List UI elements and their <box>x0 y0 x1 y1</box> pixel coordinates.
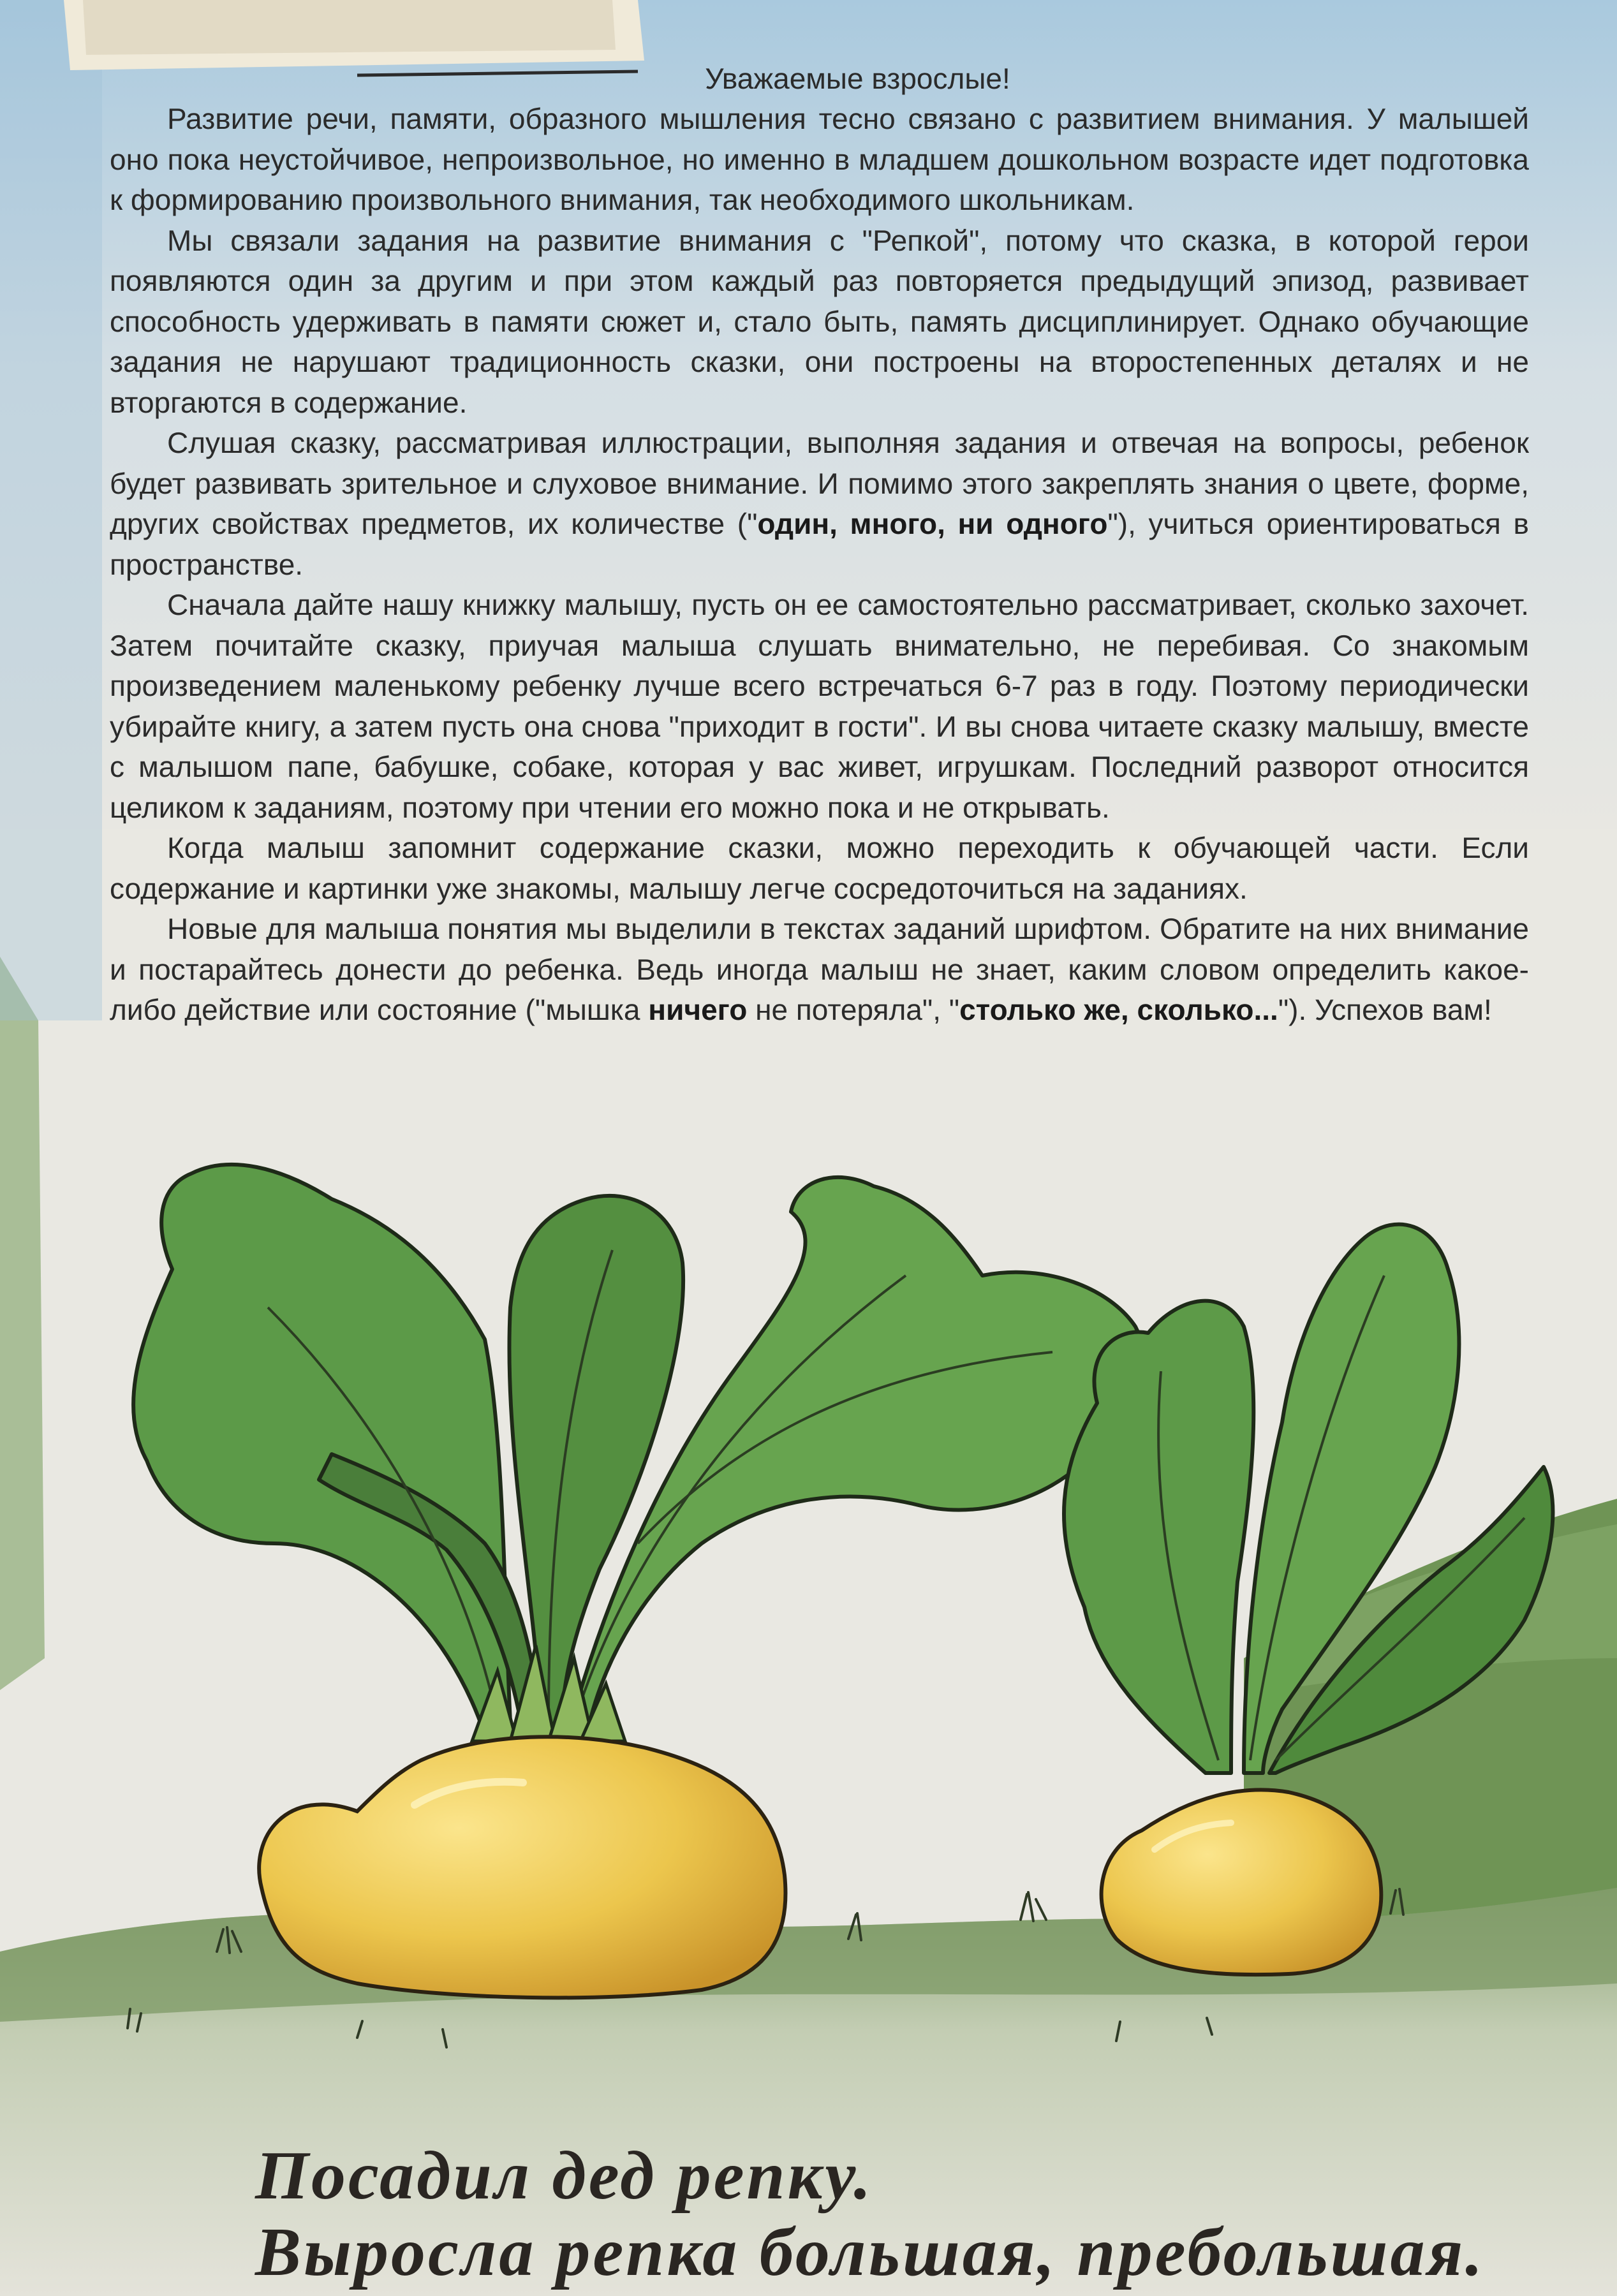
paragraph-text: "), учиться ориентироваться в пространстве. <box>110 507 1529 581</box>
intro-heading: Уважаемые взрослые! <box>705 62 1010 95</box>
paragraph-text: Новые для малыша понятия мы выделили в текстах заданий шрифтом. Обратите на них внимание и постарайтесь донести до ребенка. Ведь иногда малыш не знает, каким словом определить какое-либо действие или состояние ("мышка <box>110 912 1529 1026</box>
paragraph-text: не потеряла", " <box>747 993 960 1026</box>
intro-paragraph <box>110 585 1529 828</box>
paragraph-text: Слушая сказку, рассматривая иллюстрации, выполняя задания и отвечая на вопросы, ребенок будет развивать зрительное и слуховое внимание. И помимо этого закреплять знания о цвете, форме, других свойствах предметов, их количестве (" <box>110 426 1529 540</box>
paragraph-text: Когда малыш запомнит содержание сказки, можно переходить к обучающей части. Если содержание и картинки уже знакомы, малышу легче сосредоточиться на заданиях. <box>110 831 1529 905</box>
paragraph-text: "). Успехов вам! <box>1278 993 1492 1026</box>
highlighted-term: один, много, ни одного <box>757 507 1108 540</box>
small-turnip-leaves <box>1064 1225 1553 1773</box>
big-turnip-root <box>259 1737 785 1998</box>
parents-intro-text <box>110 59 1529 1031</box>
paragraph-text: Развитие речи, памяти, образного мышления тесно связано с развитием внимания. У малышей оно пока неустойчивое, непроизвольное, но именно в младшем дошкольном возрасте идет подготовка к формированию произвольного внимания, так необходимого школьникам. <box>110 102 1529 216</box>
caption-line-1: Посадил дед репку. <box>255 2138 874 2214</box>
highlighted-term: столько же, сколько... <box>959 993 1278 1026</box>
intro-paragraph <box>110 99 1529 221</box>
big-turnip-leaves <box>133 1165 1144 1735</box>
paragraph-text: Сначала дайте нашу книжку малышу, пусть он ее самостоятельно рассматривает, сколько захочет. Затем почитайте сказку, приучая малыша слушать внимательно, не перебивая. Со знакомым произведением маленькому ребенку лучше всего встречаться 6-7 раз в году. Поэтому периодически убирайте книгу, а затем пусть она снова "приходит в гости". И вы снова читаете сказку малышу, вместе с малышом папе, бабушке, собаке, которая у вас живет, игрушкам. Последний разворот относится целиком к заданиям, поэтому при чтении его можно пока и не открывать. <box>110 588 1529 824</box>
intro-paragraphs <box>110 99 1529 1031</box>
paragraph-text: Мы связали задания на развитие внимания с "Репкой", потому что сказка, в которой герои появляются один за другим и при этом каждый раз повторяется предыдущий эпизод, развивает способность удерживать в памяти сюжет и, стало быть, память дисциплинирует. Однако обучающие задания не нарушают традиционность сказки, они построены на второстепенных деталях и не вторгаются в содержание. <box>110 223 1529 419</box>
caption-line-2: Выросла репка большая, пребольшая. <box>255 2214 1486 2290</box>
intro-paragraph <box>110 221 1529 423</box>
highlighted-term: ничего <box>648 993 748 1026</box>
intro-paragraph <box>110 909 1529 1031</box>
intro-paragraph <box>110 828 1529 909</box>
small-turnip-root <box>1102 1790 1382 1975</box>
intro-paragraph <box>110 423 1529 585</box>
